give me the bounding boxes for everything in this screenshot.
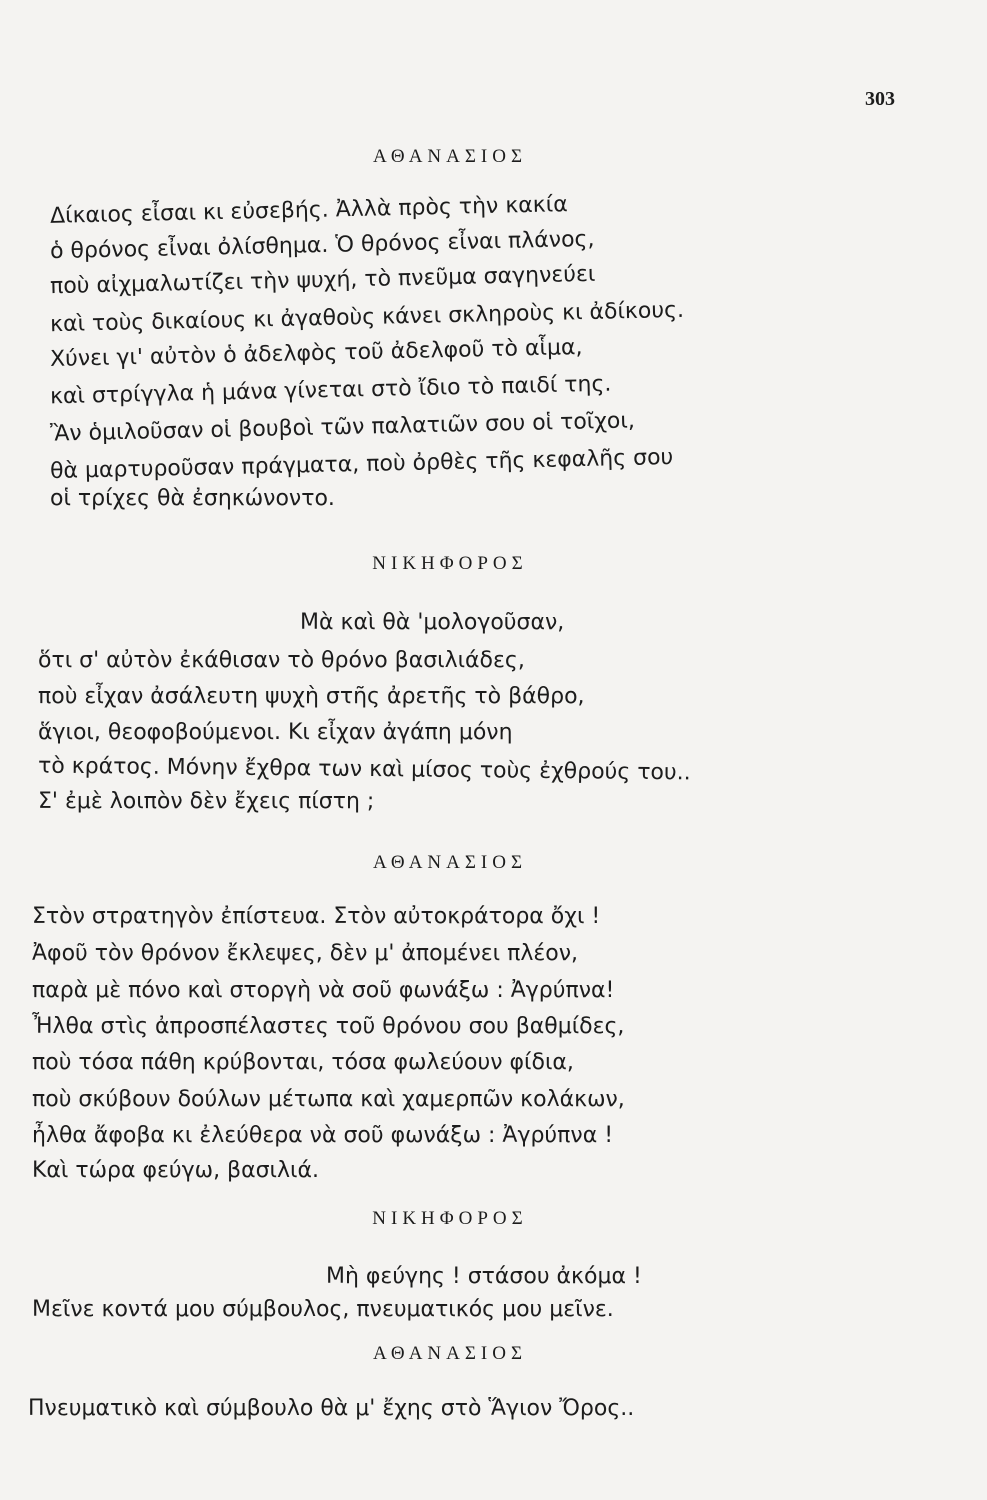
verse-line: παρὰ μὲ πόνο καὶ στοργὴ νὰ σοῦ φωνάξω : Ἀγρύπνα! bbox=[32, 978, 615, 1003]
speaker-name: ΑΘΑΝΑΣΙΟΣ bbox=[372, 1343, 528, 1364]
verse-line: ποὺ σκύβουν δούλων μέτωπα καὶ χαμερπῶν κολάκων, bbox=[32, 1087, 625, 1112]
verse-line: Καὶ τώρα φεύγω, βασιλιά. bbox=[32, 1158, 319, 1183]
verse-line: τὸ κράτος. Μόνην ἔχθρα των καὶ μίσος τοὺς ἐχθρούς του.. bbox=[37, 753, 691, 786]
verse-line: Πνευματικὸ καὶ σύμβουλο θὰ μ' ἔχης στὸ Ἅγιον Ὄρος.. bbox=[28, 1396, 635, 1421]
verse-line: Ἦλθα στὶς ἀπροσπέλαστες τοῦ θρόνου σου βαθμίδες, bbox=[32, 1014, 625, 1039]
verse-line: Σ' ἐμὲ λοιπὸν δὲν ἔχεις πίστη ; bbox=[38, 789, 375, 814]
verse-line: θὰ μαρτυροῦσαν πράγματα, ποὺ ὀρθὲς τῆς κεφαλῆς σου bbox=[49, 444, 674, 485]
verse-line: καὶ τοὺς δικαίους κι ἀγαθοὺς κάνει σκληροὺς κι ἀδίκους. bbox=[49, 297, 685, 338]
verse-line: Ἀφοῦ τὸν θρόνον ἔκλεψες, δὲν μ' ἀπομένει πλέον, bbox=[32, 941, 579, 966]
page-number: 303 bbox=[865, 88, 895, 110]
speaker-name: ΝΙΚΗΦΟΡΟΣ bbox=[372, 553, 528, 574]
verse-line: ποὺ τόσα πάθη κρύβονται, τόσα φωλεύουν φίδια, bbox=[32, 1050, 574, 1075]
verse-line: καὶ στρίγγλα ἡ μάνα γίνεται στὸ ἴδιο τὸ παιδί της. bbox=[49, 371, 612, 410]
verse-line: Δίκαιος εἶσαι κι εὐσεβής. Ἀλλὰ πρὸς τὴν κακία bbox=[49, 192, 568, 229]
verse-line: ὁ θρόνος εἶναι ὀλίσθημα. Ὁ θρόνος εἶναι πλάνος, bbox=[49, 226, 595, 265]
verse-line: ποὺ εἶχαν ἀσάλευτη ψυχὴ στῆς ἀρετῆς τὸ βάθρο, bbox=[38, 684, 585, 709]
verse-line: Μὰ καὶ θὰ 'μολογοῦσαν, bbox=[300, 610, 565, 635]
verse-line: οἱ τρίχες θὰ ἐσηκώνοντο. bbox=[50, 486, 335, 511]
speaker-name: ΑΘΑΝΑΣΙΟΣ bbox=[372, 146, 528, 167]
speaker-name: ΝΙΚΗΦΟΡΟΣ bbox=[372, 1208, 528, 1229]
verse-line: ἦλθα ἄφοβα κι ἐλεύθερα νὰ σοῦ φωνάξω : Ἀγρύπνα ! bbox=[32, 1123, 614, 1148]
speaker-name: ΑΘΑΝΑΣΙΟΣ bbox=[372, 852, 528, 873]
verse-line: Χύνει γι' αὐτὸν ὁ ἀδελφὸς τοῦ ἀδελφοῦ τὸ αἷμα, bbox=[49, 334, 583, 373]
verse-line: Ἂν ὁμιλοῦσαν οἱ βουβοὶ τῶν παλατιῶν σου οἱ τοῖχοι, bbox=[49, 408, 636, 447]
verse-line: Μὴ φεύγης ! στάσου ἀκόμα ! bbox=[326, 1264, 642, 1289]
verse-line: ἅγιοι, θεοφοβούμενοι. Κι εἶχαν ἀγάπη μόνη bbox=[38, 720, 513, 745]
verse-line: Στὸν στρατηγὸν ἐπίστευα. Στὸν αὐτοκράτορα ὄχι ! bbox=[32, 904, 601, 929]
verse-line: ποὺ αἰχμαλωτίζει τὴν ψυχή, τὸ πνεῦμα σαγηνεύει bbox=[49, 261, 596, 300]
verse-line: Μεῖνε κοντά μου σύμβουλος, πνευματικός μου μεῖνε. bbox=[32, 1297, 614, 1322]
verse-line: ὅτι σ' αὐτὸν ἐκάθισαν τὸ θρόνο βασιλιάδες, bbox=[38, 648, 525, 673]
